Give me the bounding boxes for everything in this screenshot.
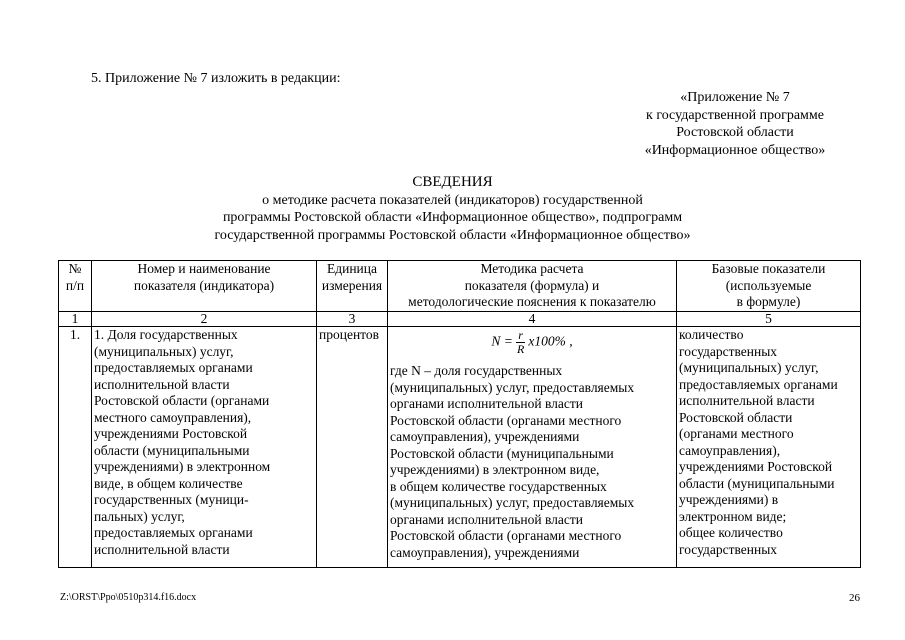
header-unit: Единица измерения — [317, 261, 388, 312]
header-indicator-name: Номер и наименование показателя (индикатора) — [92, 261, 317, 312]
document-heading — [0, 174, 905, 244]
formula — [390, 327, 674, 363]
formula-denominator: R — [516, 342, 525, 356]
column-number: 1 — [59, 312, 92, 327]
appendix-line: «Приложение № 7 — [680, 90, 790, 105]
heading-title: СВЕДЕНИЯ — [412, 174, 493, 190]
header-method: Методика расчета показателя (формула) и методологические пояснения к показателю — [388, 261, 677, 312]
intro-text: 5. Приложение № 7 изложить в редакции: — [91, 71, 341, 86]
heading-line: программы Ростовской области «Информационное общество», подпрограмм — [222, 210, 683, 225]
footer-file-path: Z:\ORST\Ppo\0510p314.f16.docx — [60, 592, 197, 603]
indicator-name-cell — [92, 327, 317, 568]
unit-cell: процентов — [317, 327, 388, 568]
formula-numerator: r — [518, 328, 523, 342]
appendix-reference — [625, 89, 845, 159]
column-number-row — [59, 312, 861, 327]
heading-line: о методике расчета показателей (индикаторов) государственной — [262, 192, 643, 208]
row-number: 1. — [59, 327, 92, 568]
column-number: 3 — [317, 312, 388, 327]
indicators-table — [58, 260, 861, 568]
heading-line: государственной программы Ростовской области «Информационное общество» — [214, 227, 691, 243]
indicator-name-text: 1. Доля государственных (муниципальных) услуг, предоставляемых органами исполнительной власти Ростовской области (органами местного самоуправления), учреждениями Ростовской области (муниципальными учреждениями) в электронном виде, в общем количестве государственных (муници- пальных) услуг, предоставляемых органами исполнительной власти — [94, 327, 271, 557]
column-number: 5 — [677, 312, 861, 327]
formula-fraction — [516, 329, 525, 356]
table-row — [59, 327, 861, 568]
column-number: 4 — [388, 312, 677, 327]
method-text: N = $\frac{r}{R}$ x100% , где N – доля государственных (муниципальных) услуг, предоставляемых органами исполнительной власти Ростовской области (органами местного самоуправления), учреждениями Ростовской области (муниципальными учреждениями) в электронном виде, в общем количестве государственных (муниципальных) услуг, предоставляемых органами исполнительной власти Ростовской области (органами местного самоуправления), учреждениями — [390, 327, 674, 567]
appendix-line: «Информационное общество» — [644, 142, 826, 158]
appendix-line: к государственной программе — [646, 107, 824, 123]
appendix-line: Ростовской области — [676, 125, 794, 140]
header-base-indicators: Базовые показатели (используемые в формуле) — [677, 261, 861, 312]
formula-rhs: x100% , — [528, 333, 573, 349]
header-number: № п/п — [59, 261, 92, 312]
table-header-row — [59, 261, 861, 312]
method-cell — [388, 327, 677, 568]
base-indicators-text: количество государственных (муниципальных) услуг, предоставляемых органами исполнительной власти Ростовской области (органами местного самоуправления), учреждениями Ростовской области (муниципальными учреждениями) в электронном виде; общее количество государственных — [679, 327, 838, 557]
base-indicators-cell — [677, 327, 861, 568]
column-number: 2 — [92, 312, 317, 327]
page-number: 26 — [849, 592, 860, 604]
formula-lhs: N = — [491, 333, 513, 349]
